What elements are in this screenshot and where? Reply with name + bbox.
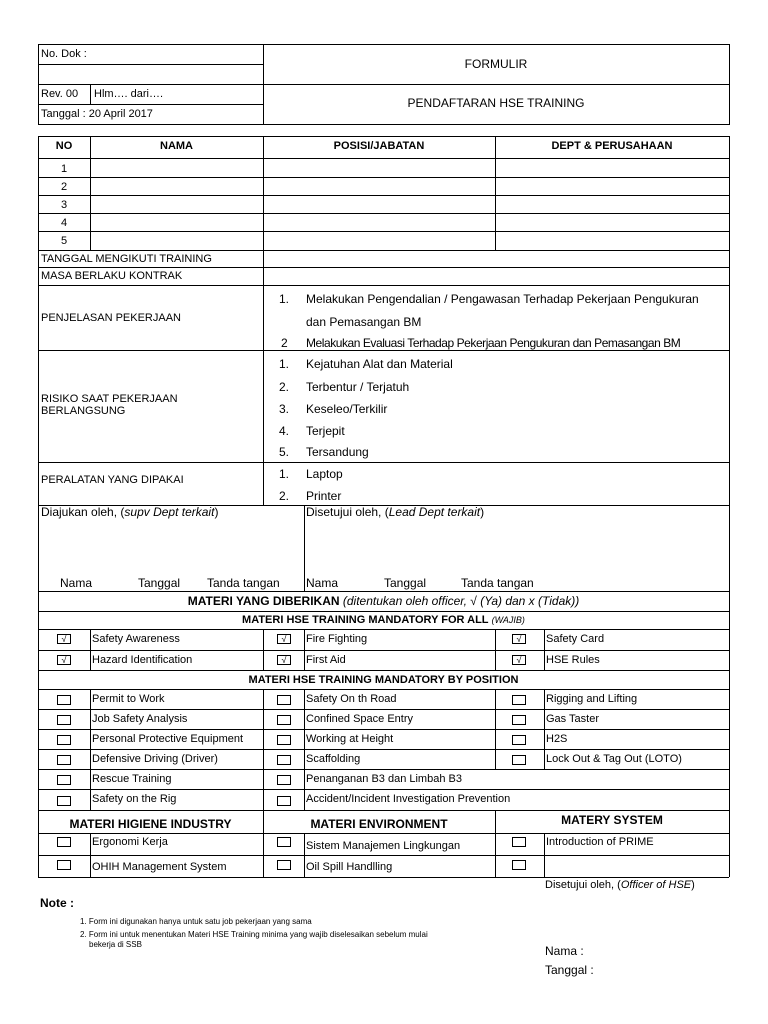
materi-item-label: Oil Spill Handlling <box>306 861 393 873</box>
checkbox-checked[interactable]: √ <box>57 634 71 644</box>
col-header-no: NO <box>55 140 73 152</box>
materi-item-label: Rescue Training <box>92 773 172 785</box>
checkbox[interactable] <box>512 695 526 705</box>
list-item-number: 1. <box>279 357 290 371</box>
signature-sign-label: Tanda tangan <box>207 576 280 590</box>
row-number: 3 <box>60 199 68 211</box>
materi-item-label: H2S <box>546 733 568 745</box>
checkbox[interactable] <box>277 715 291 725</box>
checkbox[interactable] <box>512 860 526 870</box>
checkbox[interactable] <box>512 755 526 765</box>
materi-item-label: HSE Rules <box>546 654 600 666</box>
list-item-number: 4. <box>279 424 290 438</box>
checkbox[interactable] <box>277 796 291 806</box>
col-header-posisi: POSISI/JABATAN <box>333 140 425 152</box>
col-header-dept: DEPT & PERUSAHAAN <box>551 140 673 152</box>
checkbox[interactable] <box>512 715 526 725</box>
checkbox[interactable] <box>57 775 71 785</box>
list-item-text: Keseleo/Terkilir <box>306 402 388 416</box>
list-item-text: Laptop <box>306 467 343 481</box>
materi-item-label: Safety on the Rig <box>92 793 177 805</box>
form-label: FORMULIR <box>464 57 528 71</box>
materi-item-label: Working at Height <box>306 733 394 745</box>
checkbox[interactable] <box>512 837 526 847</box>
list-item-text: dan Pemasangan BM <box>306 315 422 329</box>
submitted-by-label: Diajukan oleh, (supv Dept terkait) <box>41 505 219 519</box>
checkbox-checked[interactable]: √ <box>57 655 71 665</box>
list-item-number: 2. <box>279 489 290 503</box>
contract-period-label: MASA BERLAKU KONTRAK <box>41 270 183 282</box>
list-item-text: Tersandung <box>306 445 369 459</box>
note-label: Note : <box>40 896 74 910</box>
risk-label: RISIKO SAAT PEKERJAAN <box>41 393 178 405</box>
checkbox-checked[interactable]: √ <box>277 655 291 665</box>
note-item: bekerja di SSB <box>89 940 142 949</box>
page-of-label: Hlm…. dari…. <box>94 88 164 100</box>
materi-item-label: Confined Space Entry <box>306 713 414 725</box>
row-number: 5 <box>60 235 68 247</box>
checkbox[interactable] <box>57 837 71 847</box>
materi-item-label: Job Safety Analysis <box>92 713 188 725</box>
materi-item-label: Scaffolding <box>306 753 361 765</box>
checkbox[interactable] <box>57 755 71 765</box>
mandatory-all-heading: MATERI HSE TRAINING MANDATORY FOR ALL (WAJIB) <box>242 614 525 626</box>
mandatory-position-heading: MATERI HSE TRAINING MANDATORY BY POSITION <box>248 674 519 686</box>
list-item-text: Melakukan Pengendalian / Pengawasan Terhadap Pekerjaan Pengukuran <box>306 292 699 306</box>
checkbox-checked[interactable]: √ <box>512 655 526 665</box>
note-item: 2. Form ini untuk menentukan Materi HSE Training minima yang wajib diselesaikan sebelum mulai <box>80 930 428 939</box>
list-item-text: Terjepit <box>306 424 345 438</box>
signature-sign-label: Tanda tangan <box>461 576 534 590</box>
list-item-number: 3. <box>279 402 290 416</box>
hse-date-label: Tanggal : <box>545 963 594 977</box>
materi-item-label: Accident/Incident Investigation Prevention <box>306 793 511 805</box>
materi-item-label: Penanganan B3 dan Limbah B3 <box>306 773 462 785</box>
row-number: 4 <box>60 217 68 229</box>
list-item-number: 2. <box>279 380 290 394</box>
hse-name-label: Nama : <box>545 944 584 958</box>
materi-item-label: Rigging and Lifting <box>546 693 638 705</box>
list-item-number: 5. <box>279 445 290 459</box>
list-item-number: 1. <box>279 292 290 306</box>
materi-item-label: Hazard Identification <box>92 654 193 666</box>
materi-item-label: Introduction of PRIME <box>546 836 654 848</box>
checkbox[interactable] <box>277 755 291 765</box>
materi-item-label: Defensive Driving (Driver) <box>92 753 218 765</box>
list-item-number: 2 <box>281 336 288 350</box>
approved-by-label: Disetujui oleh, (Lead Dept terkait) <box>306 505 485 519</box>
materi-item-label: OHIH Management System <box>92 861 227 873</box>
risk-label: BERLANGSUNG <box>41 405 126 417</box>
checkbox[interactable] <box>277 775 291 785</box>
checkbox-checked[interactable]: √ <box>277 634 291 644</box>
higiene-heading: MATERI HIGIENE INDUSTRY <box>69 817 232 831</box>
revision-label: Rev. 00 <box>41 88 79 100</box>
checkbox[interactable] <box>57 715 71 725</box>
materi-item-label: Sistem Manajemen Lingkungan <box>306 840 461 852</box>
materi-item-label: Gas Taster <box>546 713 599 725</box>
checkbox[interactable] <box>277 695 291 705</box>
materi-item-label: Permit to Work <box>92 693 165 705</box>
list-item-text: Terbentur / Terjatuh <box>306 380 410 394</box>
materi-item-label: Personal Protective Equipment <box>92 733 244 745</box>
materi-item-label: Fire Fighting <box>306 633 368 645</box>
date-label: Tanggal : 20 April 2017 <box>41 108 153 120</box>
checkbox[interactable] <box>277 837 291 847</box>
doc-number-label: No. Dok : <box>41 48 87 60</box>
checkbox[interactable] <box>57 796 71 806</box>
materi-item-label: Lock Out & Tag Out (LOTO) <box>546 753 682 765</box>
note-item: 1. Form ini digunakan hanya untuk satu job pekerjaan yang sama <box>80 917 312 926</box>
environment-heading: MATERI ENVIRONMENT <box>310 817 448 831</box>
row-number: 1 <box>60 163 68 175</box>
col-header-nama: NAMA <box>160 140 193 152</box>
signature-name-label: Nama <box>60 576 93 590</box>
materi-item-label: Safety Awareness <box>92 633 180 645</box>
checkbox[interactable] <box>277 735 291 745</box>
signature-date-label: Tanggal <box>384 576 427 590</box>
equipment-label: PERALATAN YANG DIPAKAI <box>41 474 184 486</box>
checkbox-checked[interactable]: √ <box>512 634 526 644</box>
signature-date-label: Tanggal <box>138 576 181 590</box>
checkbox[interactable] <box>277 860 291 870</box>
training-date-label: TANGGAL MENGIKUTI TRAINING <box>41 253 212 265</box>
list-item-number: 1. <box>279 467 290 481</box>
job-description-label: PENJELASAN PEKERJAAN <box>41 312 181 324</box>
row-number: 2 <box>60 181 68 193</box>
page-title: PENDAFTARAN HSE TRAINING <box>407 96 585 110</box>
materi-heading: MATERI YANG DIBERIKAN (ditentukan oleh officer, √ (Ya) dan x (Tidak)) <box>187 594 580 608</box>
checkbox[interactable] <box>57 695 71 705</box>
materi-item-label: Safety On th Road <box>306 693 397 705</box>
list-item-text: Melakukan Evaluasi Terhadap Pekerjaan Pengukuran dan Pemasangan BM <box>306 336 681 350</box>
checkbox[interactable] <box>57 735 71 745</box>
list-item-text: Printer <box>306 489 342 503</box>
signature-name-label: Nama <box>306 576 339 590</box>
materi-item-label: First Aid <box>306 654 346 666</box>
materi-item-label: Ergonomi Kerja <box>92 836 168 848</box>
checkbox[interactable] <box>512 735 526 745</box>
hse-approval-label: Disetujui oleh, (Officer of HSE) <box>545 879 695 891</box>
system-heading: MATERY SYSTEM <box>561 813 663 827</box>
list-item-text: Kejatuhan Alat dan Material <box>306 357 453 371</box>
materi-item-label: Safety Card <box>546 633 605 645</box>
checkbox[interactable] <box>57 860 71 870</box>
